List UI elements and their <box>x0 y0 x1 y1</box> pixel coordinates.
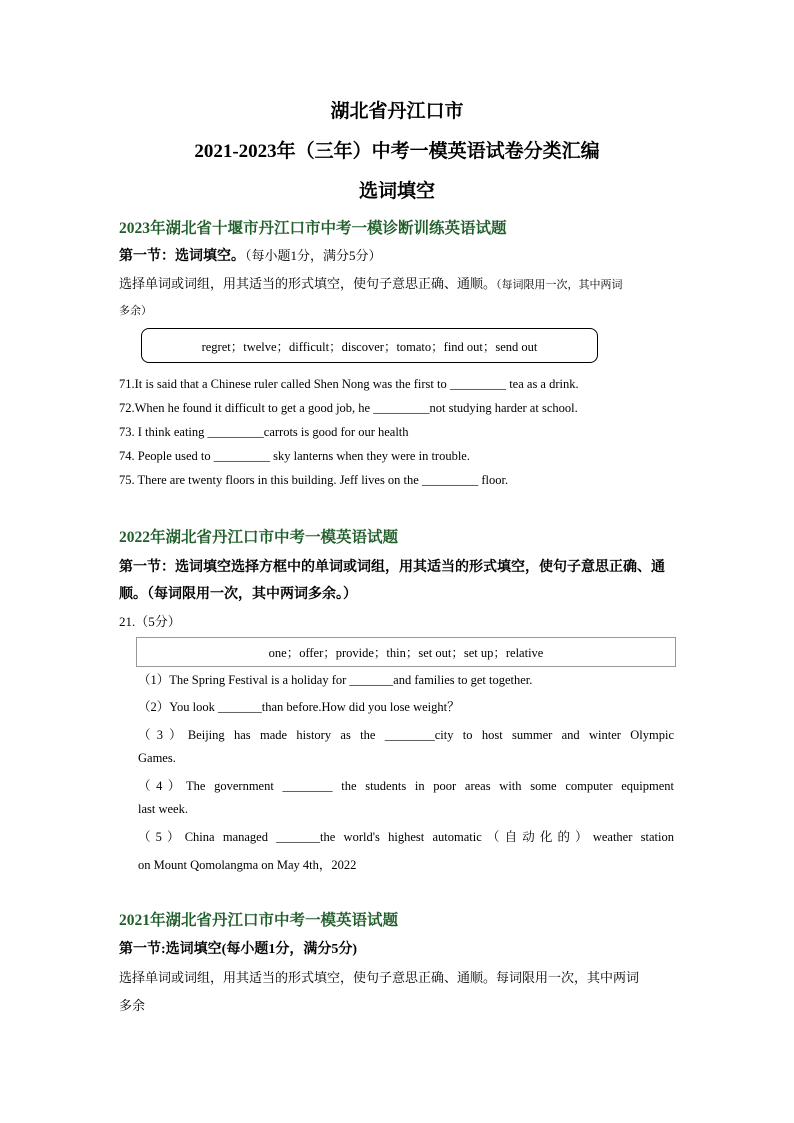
question-21-5: （5）China managed _______the world's highest automatic（自动化的）weather station <box>138 830 674 844</box>
question-21-3: （3）Beijing has made history as the ________city to host summer and winter Olympic <box>138 728 674 742</box>
question-21-4: （4）The government ________ the students in poor areas with some computer equipment <box>138 779 674 793</box>
word-box-2023 <box>141 328 598 363</box>
question-71: 71.It is said that a Chinese ruler called Shen Nong was the first to _________ tea as a drink. <box>119 377 579 391</box>
question-75: 75. There are twenty floors in this building. Jeff lives on the _________ floor. <box>119 473 509 487</box>
question-21-5-cont: on Mount Qomolangma on May 4th，2022 <box>138 858 357 872</box>
part-label: 第一节：选词填空。 <box>119 249 245 264</box>
section-topic: 选词填空 <box>358 181 435 202</box>
page-subtitle: 2021-2023年（三年）中考一模英语试卷分类汇编 <box>194 141 600 162</box>
instruction-tail: 多余） <box>119 305 152 317</box>
section-2022-heading: 2022年湖北省丹江口市中考一模英语试题 <box>119 529 399 546</box>
question-21-1: （1）The Spring Festival is a holiday for _______and families to get together. <box>138 673 533 687</box>
question-73: 73. I think eating _________carrots is good for our health <box>119 425 409 439</box>
section-2021-heading: 2021年湖北省丹江口市中考一模英语试题 <box>119 912 399 929</box>
section-2023-heading: 2023年湖北省十堰市丹江口市中考一模诊断训练英语试题 <box>119 220 507 237</box>
word-box-2022 <box>136 637 676 667</box>
question-72: 72.When he found it difficult to get a good job, he _________not studying harder at school. <box>119 401 578 415</box>
section-2023-part <box>119 245 382 265</box>
section-2021-part: 第一节:选词填空(每小题1分，满分5分) <box>119 942 357 957</box>
section-2022-instruction-2: 顺。（每词限用一次，其中两词多余。） <box>119 587 357 602</box>
section-2023-instruction <box>119 273 623 293</box>
question-21-4-cont: last week. <box>138 802 188 816</box>
section-2021-instruction-1: 选择单词或词组，用其适当的形式填空，使句子意思正确、通顺。每词限用一次，其中两词 <box>119 970 640 985</box>
instruction-main: 选择单词或词组，用其适当的形式填空，使句子意思正确、通顺。 <box>119 276 497 291</box>
question-21-3-cont: Games. <box>138 751 176 765</box>
instruction-note: （每词限用一次，其中两词 <box>496 279 623 291</box>
question-21-2: （2）You look _______than before.How did you lose weight？ <box>138 700 460 714</box>
section-2022-instruction-1: 第一节：选词填空选择方框中的单词或词组，用其适当的形式填空，使句子意思正确、通 <box>119 560 665 575</box>
section-2021-instruction-2: 多余 <box>119 998 146 1013</box>
question-74: 74. People used to _________ sky lanterns when they were in trouble. <box>119 449 470 463</box>
part-note: （每小题1分，满分5分） <box>245 248 382 263</box>
page-title: 湖北省丹江口市 <box>330 101 464 122</box>
question-21-number: 21.（5分） <box>119 614 181 629</box>
word-box-text: one；offer；provide；thin；set out；set up；relative <box>268 646 544 660</box>
word-box-text: regret；twelve；difficult；discover；tomato；find out；send out <box>201 339 538 354</box>
